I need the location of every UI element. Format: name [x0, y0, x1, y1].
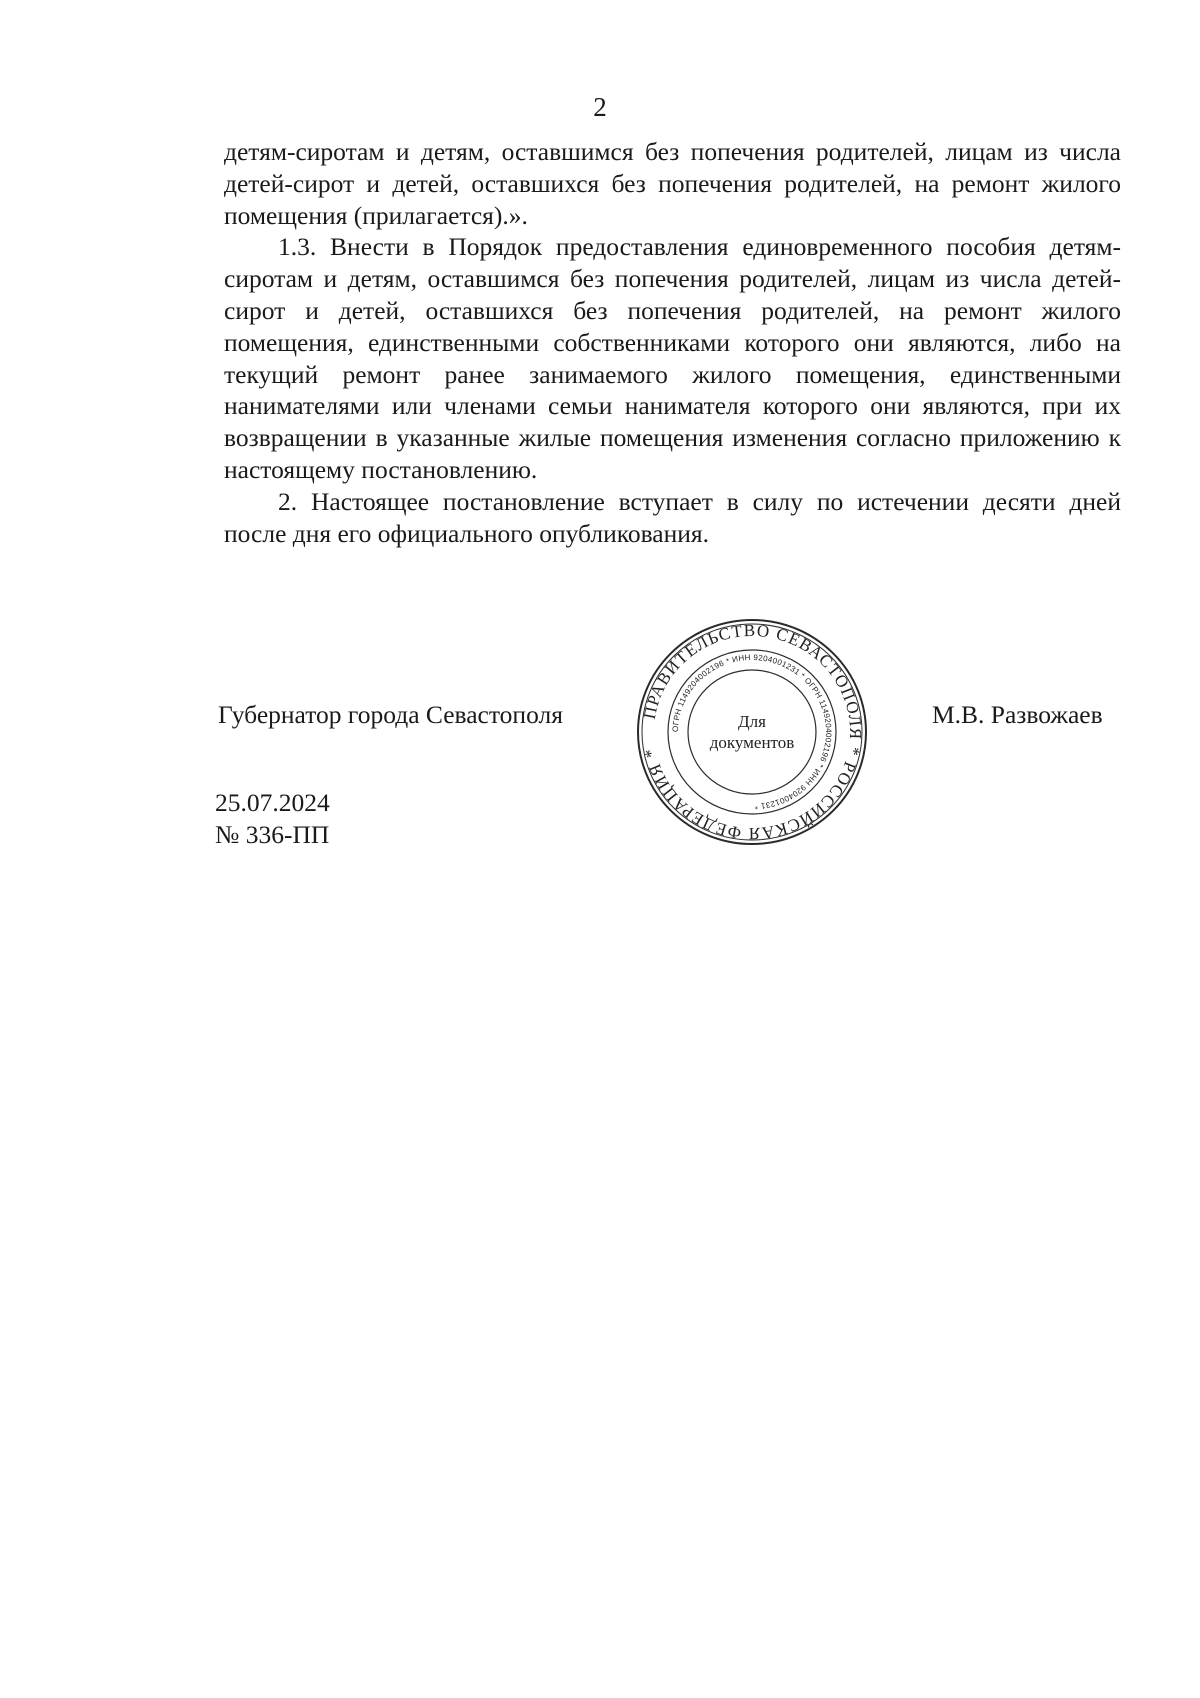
page-number: 2 [593, 92, 607, 122]
seal-center-line2: документов [709, 733, 795, 752]
official-seal [634, 616, 870, 848]
signatory-name: М.В. Развожаев [932, 700, 1103, 729]
paragraph-1-3: 1.3. Внести в Порядок предоставления единовременного пособия детям-сиротам и детям, оставшимся без попечения родителей, лицам из числа детей-сирот и детей, оставшихся без попечения родителей, на ремонт жилого помещения, единственными собственниками которого они являются, либо на текущий ремонт ранее занимаемого жилого помещения, единственными нанимателями или членами семьи нанимателя которого они являются, при их возвращении в указанные жилые помещения изменения согласно приложению к настоящему постановлению. [224, 232, 1121, 484]
paragraph-continuation: детям-сиротам и детям, оставшимся без попечения родителей, лицам из числа детей-сирот и детей, оставшихся без попечения родителей, на ремонт жилого помещения (прилагается).». [224, 137, 1121, 230]
seal-center-text [634, 616, 870, 848]
document-date: 25.07.2024 [215, 788, 330, 817]
document-number: № 336-ПП [215, 820, 330, 849]
svg-text:ПРАВИТЕЛЬСТВО СЕВАСТОПОЛЯ * РО: ПРАВИТЕЛЬСТВО СЕВАСТОПОЛЯ * РОССИЙСКАЯ ФЕДЕРАЦИЯ * [639, 620, 866, 844]
svg-text:ОГРН 1149204002196 * ИНН 92040: ОГРН 1149204002196 * ИНН 9204001231 * ОГРН 1149204002196 * ИНН 9204001231 * [670, 652, 834, 811]
seal-center-line1: Для [738, 712, 766, 731]
paragraph-2: 2. Настоящее постановление вступает в силу по истечении десяти дней после дня его официального опубликования. [224, 486, 1121, 548]
signatory-title: Губернатор города Севастополя [218, 700, 563, 729]
document-body [224, 136, 1121, 549]
